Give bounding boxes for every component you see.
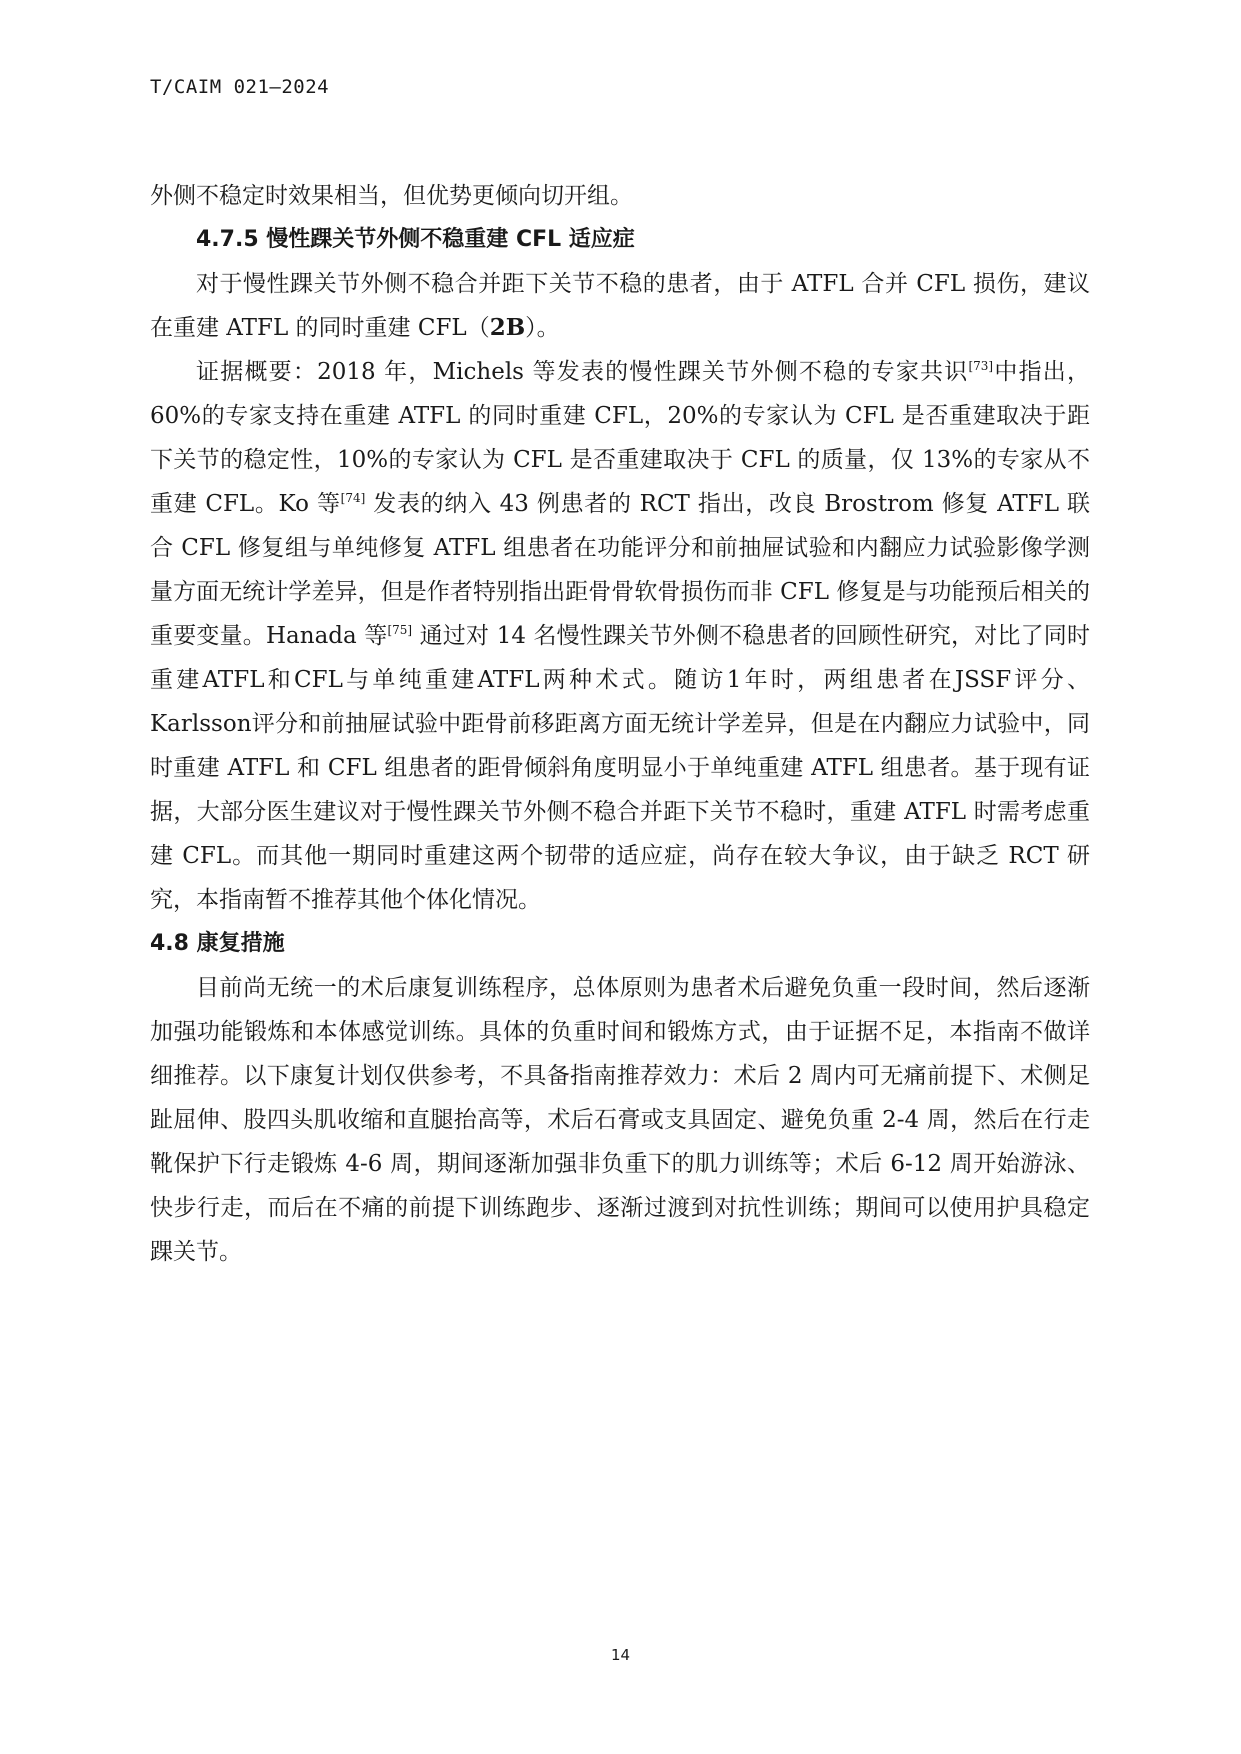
continuation-paragraph: 外侧不稳定时效果相当，但优势更倾向切开组。 (150, 183, 633, 209)
section-heading-4-8: 4.8 康复措施 (150, 931, 285, 956)
recommendation-close: ）。 (525, 315, 560, 341)
rehabilitation-paragraph: 目前尚无统一的术后康复训练程序，总体原则为患者术后避免负重一段时间，然后逐渐加强功能锻炼和本体感觉训练。具体的负重时间和锻炼方式，由于证据不足，本指南不做详细推荐。以下康复计划仅供参考，不具备指南推荐效力：术后 2 周内可无痛前提下、术侧足趾屈伸、股四头肌收缩和直腿抬高等，术后石膏或支具固定、避免负重 2-4 周，然后在行走靴保护下行走锻炼 4-6 周，期间逐渐加强非负重下的肌力训练等；术后 6-12 周开始游泳、快步行走，而后在不痛的前提下训练跑步、逐渐过渡到对抗性训练；期间可以使用护具稳定踝关节。 (150, 975, 1090, 1265)
evidence-text-4: 通过对 14 名慢性踝关节外侧不稳患者的回顾性研究，对比了同时重建ATFL和CFL与单纯重建ATFL两种术式。随访1年时，两组患者在JSSF评分、Karlsson评分和前抽屉试验中距骨前移距离方面无统计学差异，但是在内翻应力试验中，同时重建 ATFL 和 CFL 组患者的距骨倾斜角度明显小于单纯重建 ATFL 组患者。基于现有证据，大部分医生建议对于慢性踝关节外侧不稳合并距下关节不稳时，重建 ATFL 时需考虑重建 CFL。而其他一期同时重建这两个韧带的适应症，尚存在较大争议，由于缺乏 RCT 研究，本指南暂不推荐其他个体化情况。 (150, 623, 1091, 913)
page-body (150, 174, 1090, 1274)
document-code-header: T/CAIM 021—2024 (150, 76, 330, 98)
citation-ref-73: [73] (968, 359, 994, 373)
evidence-text-2: 中指出，60%的专家支持在重建 ATFL 的同时重建 CFL，20%的专家认为 CFL 是否重建取决于距下关节的稳定性，10%的专家认为 CFL 是否重建取决于 CFL 的质量，仅 13%的专家从不重建 CFL。Ko 等 (150, 359, 1091, 517)
recommendation-grade: 2B (489, 314, 526, 341)
citation-ref-75: [75] (387, 623, 413, 637)
recommendation-paragraph (150, 262, 1090, 350)
recommendation-text: 对于慢性踝关节外侧不稳合并距下关节不稳的患者，由于 ATFL 合并 CFL 损伤，建议在重建 ATFL 的同时重建 CFL（ (150, 271, 1090, 341)
section-heading-4-7-5: 4.7.5 慢性踝关节外侧不稳重建 CFL 适应症 (196, 227, 635, 252)
evidence-paragraph (150, 350, 1090, 922)
page-number: 14 (610, 1646, 631, 1664)
evidence-text-1: 证据概要：2018 年，Michels 等发表的慢性踝关节外侧不稳的专家共识 (196, 359, 969, 385)
evidence-text-3: 发表的纳入 43 例患者的 RCT 指出，改良 Brostrom 修复 ATFL 联合 CFL 修复组与单纯修复 ATFL 组患者在功能评分和前抽屉试验和内翻应力试验影像学测量方面无统计学差异，但是作者特别指出距骨骨软骨损伤而非 CFL 修复是与功能预后相关的重要变量。Hanada 等 (150, 491, 1090, 649)
citation-ref-74: [74] (340, 491, 366, 505)
